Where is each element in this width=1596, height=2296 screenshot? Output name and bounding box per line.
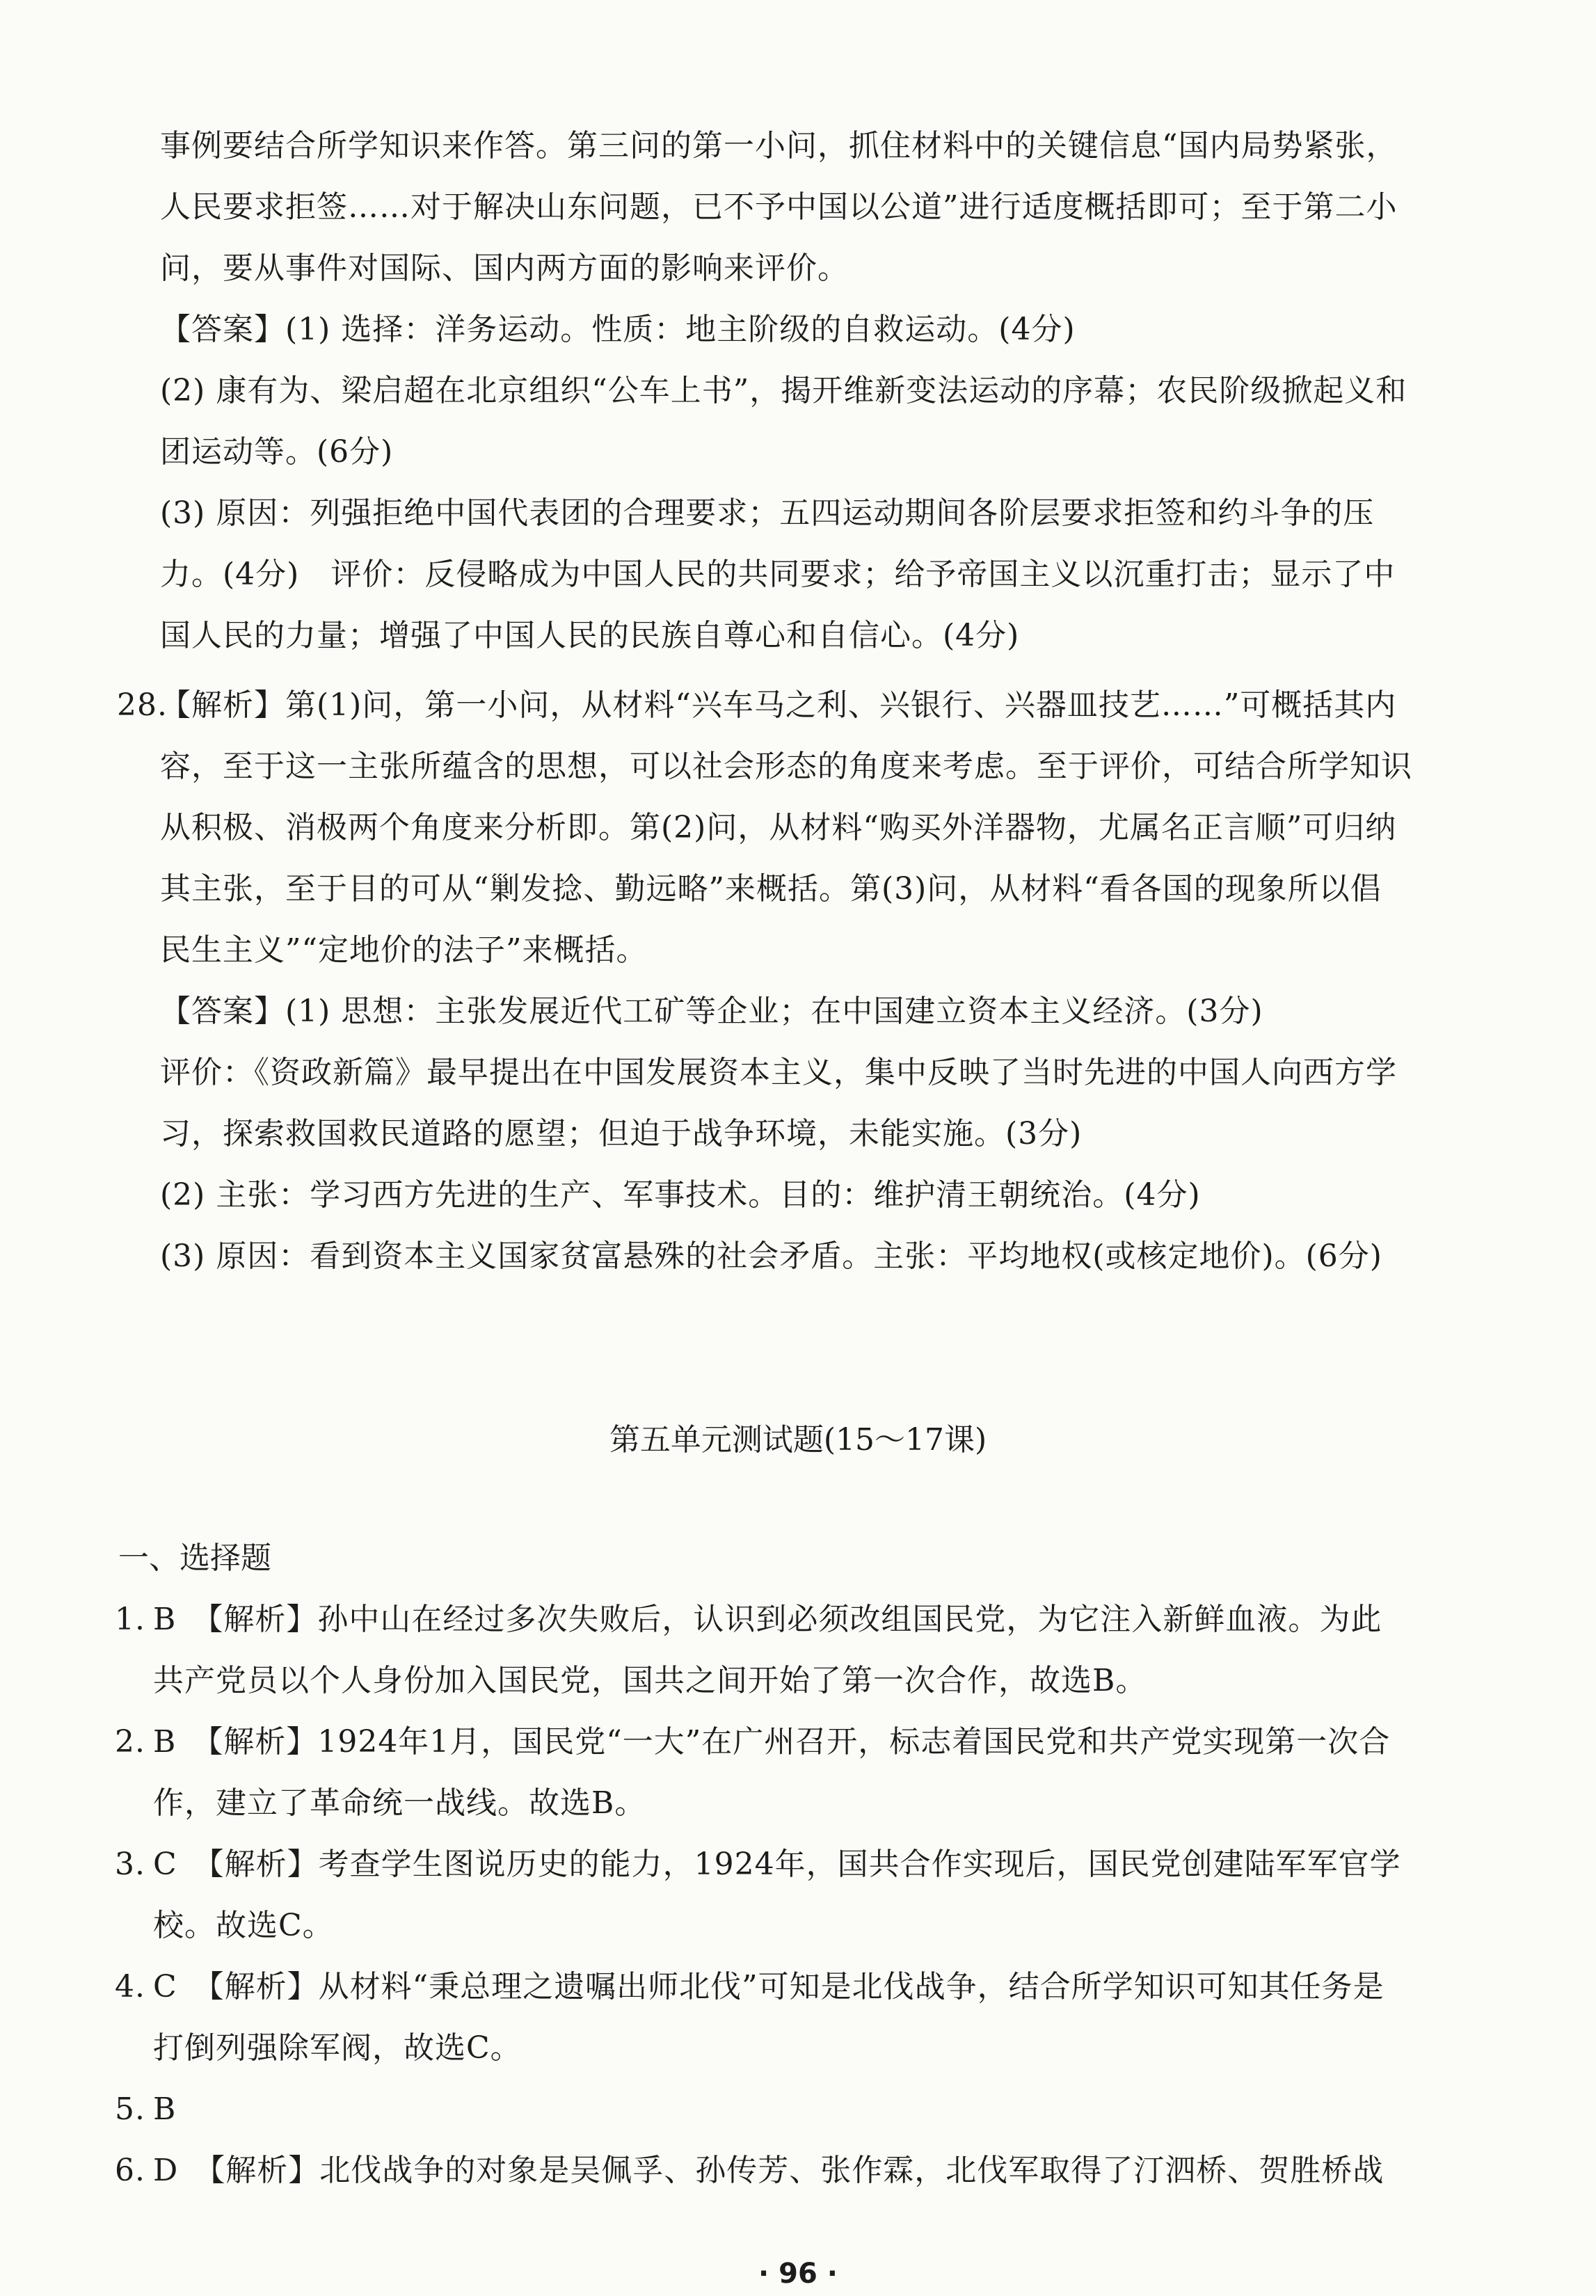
item-number: 1.: [115, 1602, 145, 1637]
question-28-analysis: [117, 675, 1412, 981]
question-number: 28.: [117, 687, 168, 723]
paragraph-analysis-27-continued: 事例要结合所学知识来作答。第三问的第一小问，抓住材料中的关键信息“国内局势紧张，人民要求拒签……对于解决山东问题，已不予中国以公道”进行适度概括即可；至于第二小问，要从事件对国际、国内两方面的影响来评价。: [160, 128, 1398, 286]
question-28-analysis-text: 【解析】第(1)问，第一小问，从材料“兴车马之利、兴银行、兴器皿技艺……”可概括其内容，至于这一主张所蕴含的思想，可以社会形态的角度来考虑。至于评价，可结合所学知识从积极、消极两个角度来分析即。第(2)问，从材料“购买外洋器物，尤属名正言顺”可归纳其主张，至于目的可从“剿发捻、勤远略”来概括。第(3)问，从材料“看各国的现象所以倡民生主义”“定地价的法子”来概括。: [160, 687, 1412, 968]
answer-item: [115, 2140, 1412, 2201]
answer-item: [115, 1834, 1412, 1956]
paragraph-evaluation-28: 评价：《资政新篇》最早提出在中国发展资本主义，集中反映了当时先进的中国人向西方学习，探索救国救民道路的愿望；但迫于战争环境，未能实施。(3分): [160, 1055, 1397, 1151]
item-number: 5.: [115, 2091, 145, 2127]
paragraph-answer-27-2: (2) 康有为、梁启超在北京组织“公车上书”，揭开维新变法运动的序幕；农民阶级掀起义和团运动等。(6分): [160, 373, 1407, 470]
paragraph-answer-28-3: (3) 原因：看到资本主义国家贫富悬殊的社会矛盾。主张：平均地权(或核定地价)。(6分): [160, 1238, 1382, 1274]
item-text: C 【解析】从材料“秉总理之遗嘱出师北伐”可知是北伐战争，结合所学知识可知其任务是打倒列强除军阀，故选C。: [153, 1969, 1384, 2066]
item-text: B 【解析】1924年1月，国民党“一大”在广州召开，标志着国民党和共产党实现第一次合作，建立了革命统一战线。故选B。: [153, 1724, 1391, 1821]
paragraph-answer-27-3: (3) 原因：列强拒绝中国代表团的合理要求；五四运动期间各阶层要求拒签和约斗争的压力。(4分) 评价：反侵略成为中国人民的共同要求；给予帝国主义以沉重打击；显示了中国人民的力量；增强了中国人民的民族自尊心和自信心。(4分): [160, 495, 1396, 653]
section-title: 第五单元测试题(15～17课): [609, 1422, 987, 1458]
page-number: · 96 ·: [758, 2258, 838, 2290]
paragraph-answer-27-1: 【答案】(1) 选择：洋务运动。性质：地主阶级的自救运动。(4分): [160, 312, 1076, 347]
subsection-heading: 一、选择题: [118, 1540, 271, 1576]
item-text: B: [153, 2091, 177, 2127]
paragraph-answer-28-1: 【答案】(1) 思想：主张发展近代工矿等企业；在中国建立资本主义经济。(3分): [160, 994, 1263, 1029]
answer-item: [115, 1589, 1412, 1712]
answer-item: [115, 2079, 1412, 2140]
answer-item: [115, 1956, 1412, 2079]
item-number: 2.: [115, 1724, 145, 1760]
item-text: C 【解析】考查学生图说历史的能力，1924年，国共合作实现后，国民党创建陆军军官学校。故选C。: [153, 1847, 1401, 1943]
item-text: D 【解析】北伐战争的对象是吴佩孚、孙传芳、张作霖，北伐军取得了汀泗桥、贺胜桥战: [153, 2153, 1384, 2188]
item-number: 6.: [115, 2153, 145, 2188]
item-number: 3.: [115, 1847, 145, 1882]
paragraph-answer-28-2: (2) 主张：学习西方先进的生产、军事技术。目的：维护清王朝统治。(4分): [160, 1177, 1201, 1213]
item-text: B 【解析】孙中山在经过多次失败后，认识到必须改组国民党，为它注入新鲜血液。为此共产党员以个人身份加入国民党，国共之间开始了第一次合作，故选B。: [153, 1602, 1382, 1698]
item-number: 4.: [115, 1969, 145, 2004]
answer-item: [115, 1712, 1412, 1834]
